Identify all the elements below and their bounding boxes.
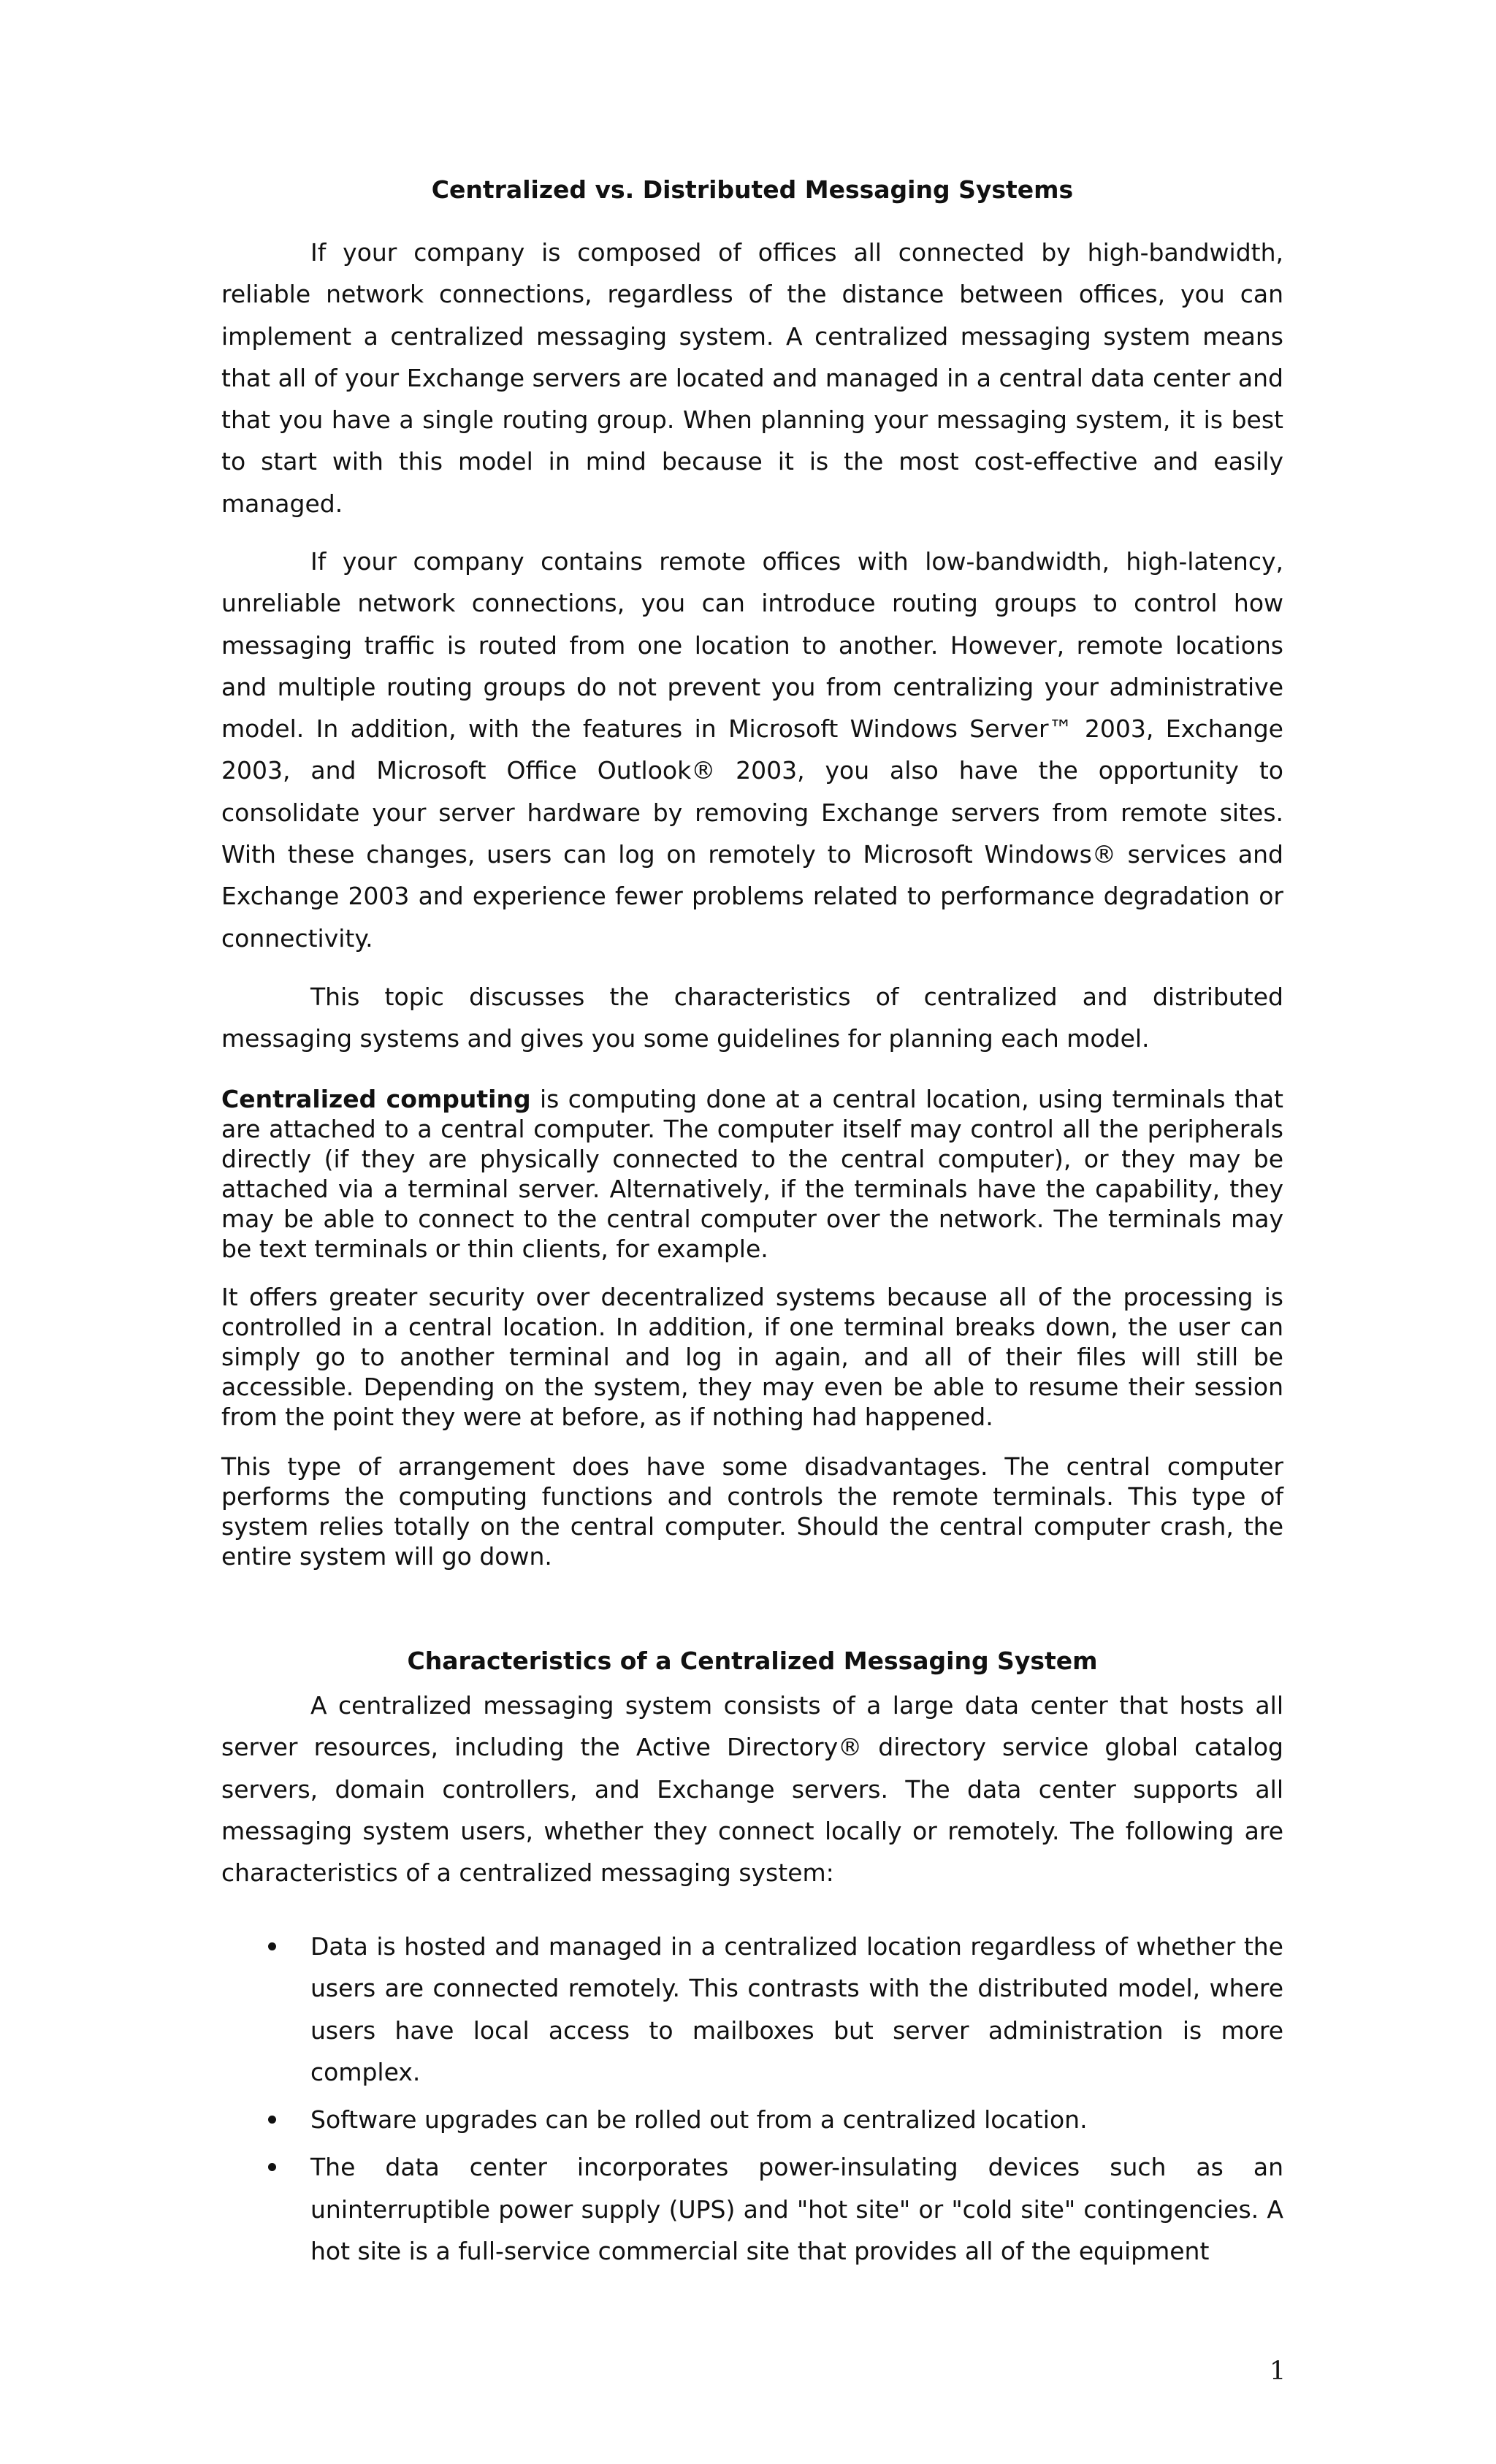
list-item: [221, 1926, 1283, 2093]
bullet-icon: [268, 2116, 276, 2124]
paragraph-disadvantages: This type of arrangement does have some disadvantages. The central computer performs the computing functions and controls the remote terminals. This type of system relies totally on the central computer. Should the central computer crash, the entire system will go down.: [221, 1452, 1283, 1571]
list-item: [221, 2146, 1283, 2272]
paragraph-remote-offices: If your company contains remote offices with low-bandwidth, high-latency, unreliable network connections, you can introduce routing groups to control how messaging traffic is routed from one location to another. However, remote locations and multiple routing groups do not prevent you from centralizing your administrative model. In addition, with the features in Microsoft Windows Server™ 2003, Exchange 2003, and Microsoft Office Outlook® 2003, you also have the opportunity to consolidate your server hardware by removing Exchange servers from remote sites. With these changes, users can log on remotely to Microsoft Windows® services and Exchange 2003 and experience fewer problems related to performance degradation or connectivity.: [221, 547, 1283, 953]
paragraph-centralized-computing: [221, 1084, 1283, 1264]
section-title: Characteristics of a Centralized Messaging System: [407, 1647, 1098, 1675]
list-item-text: Software upgrades can be rolled out from a centralized location.: [310, 2105, 1088, 2135]
bullet-icon: [268, 1942, 276, 1950]
list-item: [221, 2099, 1283, 2140]
bullet-icon: [268, 2163, 276, 2171]
page-number: 1: [1270, 2357, 1286, 2386]
document-title: Centralized vs. Distributed Messaging Systems: [431, 175, 1074, 204]
paragraph-security: It offers greater security over decentralized systems because all of the processing is controlled in a central location. In addition, if one terminal breaks down, the user can simply go to another terminal and log in again, and all of their files will still be accessible. Depending on the system, they may even be able to resume their session from the point they were at before, as if nothing had happened.: [221, 1283, 1283, 1431]
list-item-text: The data center incorporates power-insulating devices such as an uninterruptible power supply (UPS) and "hot site" or "cold site" contingencies. A hot site is a full-service commercial site that provides all of the equipment: [310, 2153, 1283, 2266]
definition-centralized-computing: is computing done at a central location, using terminals that are attached to a central computer. The computer itself may control all the peripherals directly (if they are physically connected to the central computer), or they may be attached via a terminal server. Alternatively, if the terminals have the capability, they may be able to connect to the central computer over the network. The terminals may be text terminals or thin clients, for example.: [221, 1085, 1283, 1263]
paragraph-centralized-intro: If your company is composed of offices all connected by high-bandwidth, reliable network connections, regardless of the distance between offices, you can implement a centralized messaging system. A centralized messaging system means that all of your Exchange servers are located and managed in a central data center and that you have a single routing group. When planning your messaging system, it is best to start with this model in mind because it is the most cost-effective and easily managed.: [221, 238, 1283, 518]
characteristics-list: [221, 1926, 1283, 2278]
list-item-text: Data is hosted and managed in a centralized location regardless of whether the users are connected remotely. This contrasts with the distributed model, where users have local access to mailboxes but server administration is more complex.: [310, 1932, 1283, 2086]
paragraph-section-intro: A centralized messaging system consists of a large data center that hosts all server resources, including the Active Directory® directory service global catalog servers, domain controllers, and Exchange servers. The data center supports all messaging system users, whether they connect locally or remotely. The following are characteristics of a centralized messaging system:: [221, 1691, 1283, 1888]
paragraph-topic-overview: This topic discusses the characteristics of centralized and distributed messaging systems and gives you some guidelines for planning each model.: [221, 983, 1283, 1053]
term-centralized-computing: Centralized computing: [221, 1085, 531, 1113]
